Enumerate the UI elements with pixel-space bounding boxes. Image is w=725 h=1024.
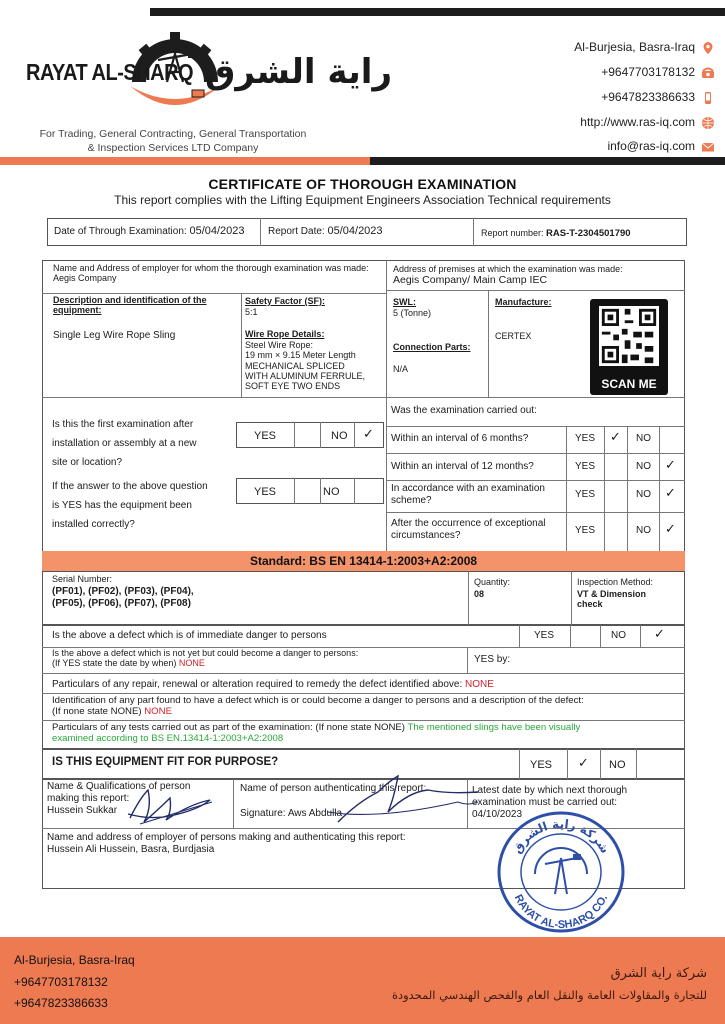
- grid-line: [42, 720, 685, 721]
- sf-value: 5:1: [245, 307, 258, 317]
- q1-no-check-icon: ✓: [363, 427, 374, 442]
- header-stripe-orange: [0, 157, 370, 165]
- serial-label: Serial Number:: [52, 574, 113, 584]
- report-date: Report Date: 05/04/2023: [268, 225, 383, 237]
- grid-line: [386, 453, 685, 454]
- defect-tests: Particulars of any tests carried out as part of the examination: (If none state NONE) The mentioned slings have been visually examined according to BS EN.13414-1:2003+A2:2008: [52, 722, 581, 745]
- carried-out-label: Was the examination carried out:: [391, 405, 537, 416]
- certificate-title: CERTIFICATE OF THOROUGH EXAMINATION: [208, 176, 517, 192]
- exam-date: Date of Through Examination: 05/04/2023: [54, 225, 245, 237]
- globe-icon: [701, 116, 715, 130]
- defect-immediate-no[interactable]: NO: [611, 630, 626, 641]
- mobile-phone-icon: [701, 91, 715, 105]
- qual-label: Name & Qualifications of person making this report: Hussein Sukkar: [47, 781, 191, 816]
- row-scheme: In accordance with an examination scheme?: [391, 483, 545, 506]
- method-label: Inspection Method:: [577, 577, 654, 587]
- logo-text-en: RAYAT AL-SHARQ: [26, 60, 194, 86]
- employer-persons-label: Name and address of employer of persons making and authenticating this report: Hussein Ali Hussein, Basra, Burdjasia: [47, 832, 406, 855]
- r2-yes[interactable]: YES: [575, 461, 596, 472]
- wire-label: Wire Rope Details:: [245, 329, 325, 339]
- defect-immediate-check-icon: ✓: [654, 627, 665, 642]
- grid-line: [386, 512, 685, 513]
- logo-text-ar: راية الشرق: [205, 52, 393, 92]
- answer-divider: [320, 478, 321, 504]
- premises-label: Address of premises at which the examination was made: Aegis Company/ Main Camp IEC: [393, 264, 623, 287]
- manuf-label: Manufacture:: [495, 297, 552, 307]
- grid-line: [640, 625, 641, 647]
- q1-yes[interactable]: YES: [254, 430, 277, 442]
- defect-immediate-yes[interactable]: YES: [534, 630, 555, 641]
- answer-divider: [354, 478, 355, 504]
- header-stripe-dark: [370, 157, 725, 165]
- auth-signature: Signature: Aws Abdulla: [240, 808, 343, 819]
- header-website[interactable]: http://www.ras-iq.com: [580, 115, 695, 129]
- header-phone1: +9647703178132: [601, 65, 695, 79]
- r3-no[interactable]: NO: [636, 489, 651, 500]
- r2-no[interactable]: NO: [636, 461, 651, 472]
- answer-divider: [354, 422, 355, 448]
- next-exam-label: Latest date by which next thorough examination must be carried out: 04/10/2023: [472, 785, 628, 820]
- answer-divider: [294, 478, 295, 504]
- yes-by-label: YES by:: [474, 654, 511, 665]
- info-divider-2: [473, 218, 474, 246]
- grid-line: [467, 647, 468, 673]
- location-pin-icon: [701, 41, 715, 55]
- signature-hussein-icon: [110, 778, 230, 828]
- svg-text:شركة راية الشرق: شركة راية الشرق: [509, 816, 613, 856]
- email-icon: [701, 140, 715, 154]
- scan-me-label: SCAN ME: [601, 377, 657, 391]
- row-12-months: Within an interval of 12 months?: [391, 461, 534, 472]
- footer-tagline-ar: للتجارة والمقاولات العامة والنقل العام والفحص الهندسي المحدودة: [391, 988, 707, 1002]
- swl-value: 5 (Tonne): [393, 308, 432, 318]
- r4-no[interactable]: NO: [636, 525, 651, 536]
- report-number: Report number: RAS-T-2304501790: [481, 228, 631, 239]
- grid-line: [659, 426, 660, 551]
- grid-line: [386, 480, 685, 481]
- conn-value: N/A: [393, 364, 409, 374]
- r3-no-check-icon: ✓: [665, 486, 676, 501]
- grid-line: [386, 290, 685, 291]
- grid-line: [241, 293, 242, 397]
- telephone-icon: [701, 66, 715, 80]
- grid-line: [604, 426, 605, 551]
- svg-text:RAYAT AL-SHARQ CO.: RAYAT AL-SHARQ CO.: [511, 892, 611, 932]
- fit-label: IS THIS EQUIPMENT FIT FOR PURPOSE?: [52, 756, 279, 768]
- wire-value: Steel Wire Rope: 19 mm × 9.15 Meter Length MECHANICAL SPLICED WITH ALUMINUM FERRULE, SOFT EYE TWO ENDS: [245, 340, 366, 392]
- signature-aws-icon: [318, 772, 488, 832]
- row-6-months: Within an interval of 6 months?: [391, 433, 529, 444]
- qr-code-icon[interactable]: [599, 306, 659, 366]
- standard-band: Standard: BS EN 13414-1:2003+A2:2008: [42, 551, 685, 571]
- serial-numbers: (PF01), (PF02), (PF03), (PF04), (PF05), (PF06), (PF07), (PF08): [52, 586, 194, 609]
- r4-yes[interactable]: YES: [575, 525, 596, 536]
- q1-no[interactable]: NO: [331, 430, 348, 442]
- r4-no-check-icon: ✓: [665, 522, 676, 537]
- grid-line: [570, 625, 571, 647]
- grid-line: [233, 779, 234, 828]
- grid-line: [600, 749, 601, 779]
- grid-line: [636, 749, 637, 779]
- r1-yes[interactable]: YES: [575, 433, 596, 444]
- answer-divider: [294, 422, 295, 448]
- company-seal-stamp-icon: [495, 808, 627, 934]
- r2-no-check-icon: ✓: [665, 458, 676, 473]
- footer-address: Al-Burjesia, Basra-Iraq: [14, 953, 135, 967]
- r3-yes[interactable]: YES: [575, 489, 596, 500]
- question-installed-correctly: If the answer to the above question is YES has the equipment been installed correctly?: [52, 481, 208, 530]
- r1-yes-check-icon: ✓: [610, 430, 621, 445]
- grid-center-line: [386, 260, 387, 551]
- conn-label: Connection Parts:: [393, 342, 471, 352]
- grid-line: [600, 625, 601, 647]
- question-first-exam: Is this the first examination after installation or assembly at a new site or location?: [52, 419, 197, 468]
- defect-repair: Particulars of any repair, renewal or alteration required to remedy the defect identified above: NONE: [52, 679, 494, 690]
- grid-line: [468, 571, 469, 625]
- answer-divider: [320, 422, 321, 448]
- grid-line: [42, 693, 685, 694]
- method-value: VT & Dimension check: [577, 589, 647, 610]
- quantity-label: Quantity:: [474, 577, 511, 587]
- fit-yes[interactable]: YES: [530, 759, 553, 771]
- footer-phone2: +9647823386633: [14, 996, 108, 1010]
- grid-line: [42, 673, 685, 674]
- grid-line: [386, 426, 685, 427]
- quantity-value: 08: [474, 589, 485, 599]
- employer-label: Name and Address of employer for whom the thorough examination was made: Aegis Company: [53, 263, 369, 284]
- grid-line: [566, 426, 567, 551]
- fit-yes-check-icon: ✓: [578, 756, 589, 771]
- grid-line: [627, 426, 628, 551]
- q2-no[interactable]: NO: [323, 486, 340, 498]
- desc-value: Single Leg Wire Rope Sling: [53, 330, 176, 341]
- header-email[interactable]: info@ras-iq.com: [607, 139, 695, 153]
- grid-line: [488, 290, 489, 397]
- grid-line: [571, 571, 572, 625]
- grid-line: [42, 293, 387, 294]
- defect-future: Is the above a defect which is not yet but could become a danger to persons: (If YES state the date by when) NONE: [52, 648, 359, 669]
- desc-label: Description and identification of the equipment:: [53, 295, 207, 316]
- certificate-subtitle: This report complies with the Lifting Equipment Engineers Association Technical requirements: [114, 193, 611, 207]
- header-address: Al-Burjesia, Basra-Iraq: [574, 40, 695, 54]
- swl-label: SWL:: [393, 297, 416, 307]
- fit-no[interactable]: NO: [609, 759, 626, 771]
- company-tagline: For Trading, General Contracting, General Transportation & Inspection Services LTD Company: [39, 128, 307, 155]
- header-top-bar: [150, 8, 725, 16]
- grid-line: [519, 625, 520, 647]
- grid-line: [42, 397, 685, 398]
- info-divider-1: [260, 218, 261, 246]
- defect-immediate: Is the above a defect which is of immediate danger to persons: [52, 630, 327, 641]
- sf-label: Safety Factor (SF):: [245, 296, 326, 306]
- r1-no[interactable]: NO: [636, 433, 651, 444]
- defect-identification: Identification of any part found to have a defect which is or could become a danger to persons and a description of the defect: (If none state NONE) NONE: [52, 695, 584, 718]
- footer-phone1: +9647703178132: [14, 975, 108, 989]
- manuf-value: CERTEX: [495, 331, 532, 341]
- q2-yes[interactable]: YES: [254, 486, 277, 498]
- grid-line: [519, 749, 520, 779]
- footer-company-ar: شركة راية الشرق: [610, 966, 707, 981]
- grid-line: [567, 749, 568, 779]
- header-phone2: +9647823386633: [601, 90, 695, 104]
- auth-label: Name of person authenticating this report:: [240, 783, 427, 794]
- row-exceptional: After the occurrence of exceptional circumstances?: [391, 518, 546, 541]
